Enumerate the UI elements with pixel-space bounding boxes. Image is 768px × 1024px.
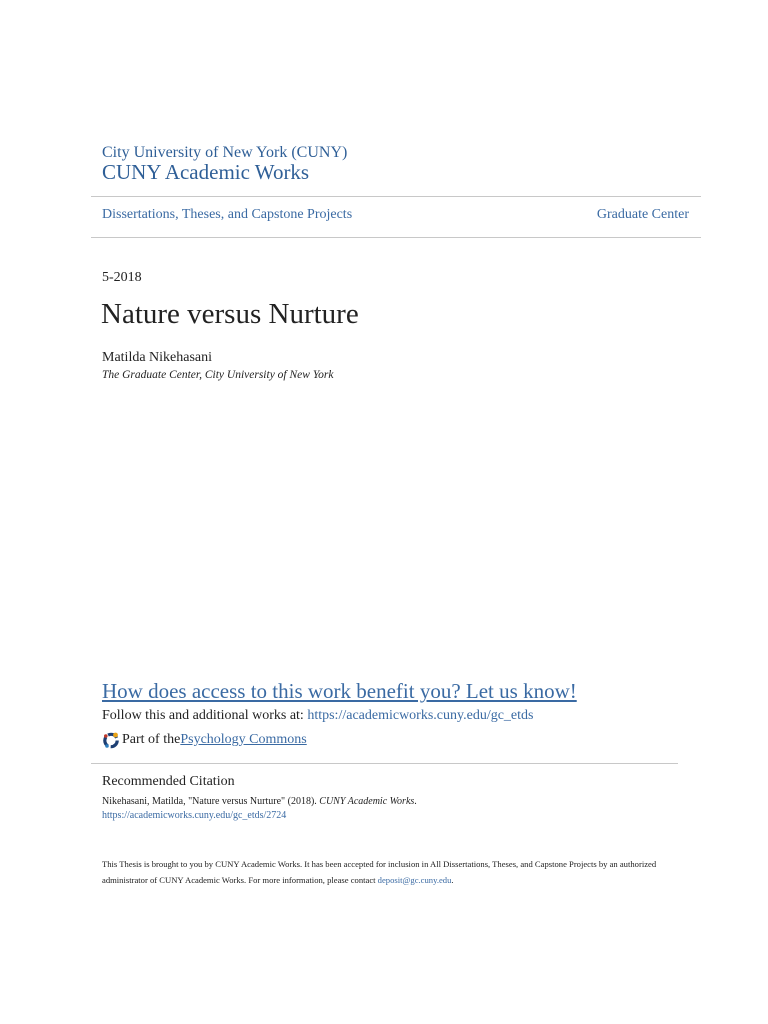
author-name: Matilda Nikehasani [102, 350, 213, 365]
follow-prefix: Follow this and additional works at: [102, 708, 308, 723]
repository-name[interactable]: CUNY Academic Works [102, 160, 310, 184]
network-icon [102, 731, 120, 749]
contact-email-link[interactable]: deposit@gc.cuny.edu [377, 875, 452, 885]
benefit-feedback-link[interactable]: How does access to this work benefit you? Let us know! [102, 679, 577, 703]
unit-link[interactable]: Graduate Center [596, 207, 689, 222]
part-of-line [102, 731, 307, 749]
citation-divider [91, 763, 678, 764]
collection-link[interactable]: Dissertations, Theses, and Capstone Projects [102, 207, 353, 222]
follow-line [102, 708, 533, 724]
footer-end: . [451, 875, 454, 885]
part-of-prefix: Part of the [122, 732, 181, 747]
footer-text: This Thesis is brought to you by CUNY Academic Works. It has been accepted for inclusion in All Dissertations, Theses, and Capstone Projects by an authorized administrator of CUNY Academic Works. For more information, please contact [102, 859, 657, 885]
header-divider-bottom [91, 237, 701, 238]
header-divider-top [91, 196, 701, 197]
citation-text [102, 796, 417, 807]
institution-name[interactable]: City University of New York (CUNY) [102, 144, 348, 161]
citation-url-link[interactable]: https://academicworks.cuny.edu/gc_etds/2724 [102, 810, 287, 821]
author-affiliation: The Graduate Center, City University of New York [102, 369, 334, 381]
follow-url-link[interactable]: https://academicworks.cuny.edu/gc_etds [307, 708, 534, 723]
citation-prefix: Nikehasani, Matilda, "Nature versus Nurture" (2018). [102, 796, 320, 807]
citation-heading: Recommended Citation [102, 774, 235, 789]
publication-date: 5-2018 [102, 270, 142, 285]
psychology-commons-link[interactable]: Psychology Commons [180, 732, 307, 747]
footer-notice [102, 856, 682, 888]
citation-suffix: . [414, 796, 417, 807]
citation-source: CUNY Academic Works [319, 796, 415, 807]
work-title: Nature versus Nurture [101, 298, 359, 330]
